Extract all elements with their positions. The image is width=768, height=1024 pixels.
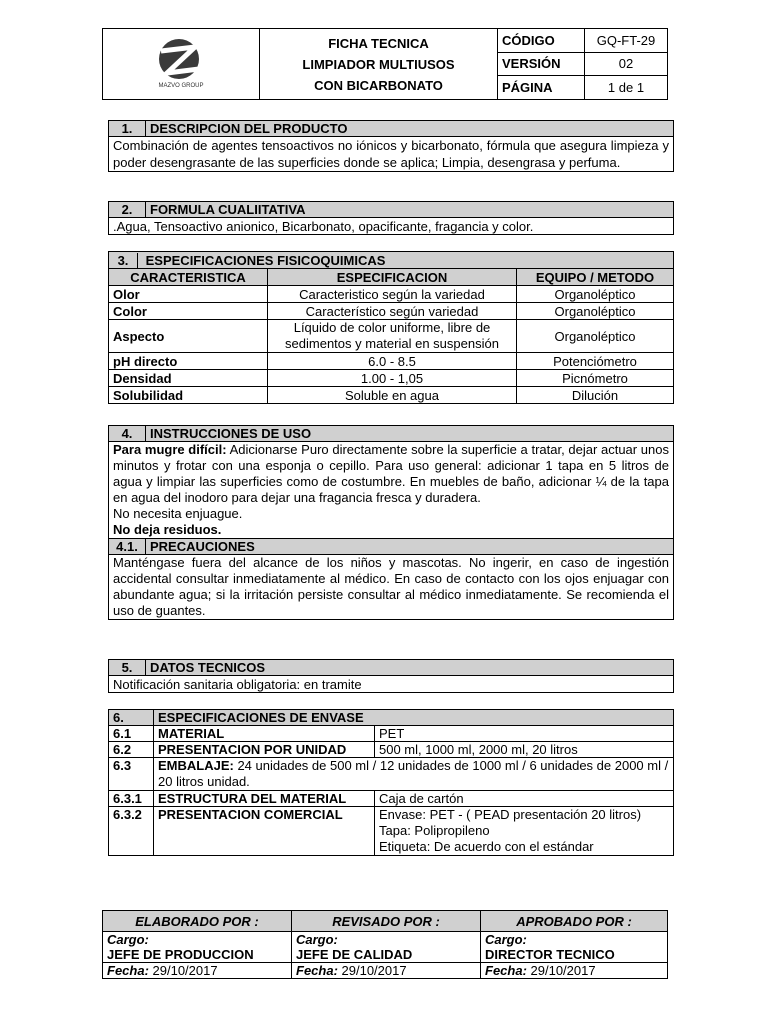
table-row xyxy=(109,286,674,303)
col-header-metodo: EQUIPO / METODO xyxy=(517,269,674,286)
metodo-cell: Organoléptico xyxy=(517,320,674,353)
title-line-2: LIMPIADOR MULTIUSOS xyxy=(302,56,455,72)
section-especificaciones xyxy=(108,251,674,404)
metodo-cell: Organoléptico xyxy=(517,303,674,320)
row-number: 6.1 xyxy=(109,726,154,742)
elaborado-header: ELABORADO POR : xyxy=(103,911,292,932)
caracteristica-cell: Solubilidad xyxy=(109,387,268,404)
row-value: Caja de cartón xyxy=(375,791,674,807)
title-line-1: FICHA TECNICA xyxy=(328,35,429,51)
logo-icon xyxy=(151,37,211,89)
pagina-value: 1 de 1 xyxy=(585,76,668,100)
col-header-especificacion: ESPECIFICACION xyxy=(268,269,517,286)
section-title-row xyxy=(109,252,674,269)
cargo-value: JEFE DE PRODUCCION xyxy=(107,947,254,962)
section-formula xyxy=(108,201,674,235)
row-value xyxy=(375,807,674,856)
cargo-label: Cargo: xyxy=(296,932,338,947)
fecha-value: 29/10/2017 xyxy=(526,963,596,978)
tapa-line: Tapa: Polipropileno xyxy=(379,823,490,838)
aprobado-header: APROBADO POR : xyxy=(481,911,668,932)
section-number: 5. xyxy=(109,660,146,676)
fecha-cell-3 xyxy=(481,963,668,979)
row-number: 6.3.2 xyxy=(109,807,154,856)
section-number: 2. xyxy=(109,202,146,218)
logo xyxy=(103,29,260,100)
section-number: 1. xyxy=(109,121,146,137)
especificacion-cell: Característico según variedad xyxy=(268,303,517,320)
subsection-title: PRECAUCIONES xyxy=(146,539,674,555)
logo-text: MAZVO GROUP xyxy=(158,82,204,89)
table-row xyxy=(109,370,674,387)
row-label: MATERIAL xyxy=(154,726,375,742)
codigo-label: CÓDIGO xyxy=(498,29,585,53)
caracteristica-cell: pH directo xyxy=(109,353,268,370)
section-title: DATOS TECNICOS xyxy=(146,660,674,676)
metodo-cell: Potenciómetro xyxy=(517,353,674,370)
signature-table xyxy=(102,910,668,979)
instruction-lead: Para mugre difícil: xyxy=(113,442,227,457)
version-value: 02 xyxy=(585,52,668,76)
section-title: DESCRIPCION DEL PRODUCTO xyxy=(146,121,674,137)
especificacion-cell: Soluble en agua xyxy=(268,387,517,404)
instruction-body: Adicionarse Puro directamente sobre la superficie a tratar, dejar actuar unos minutos y frotar con una esponja o cepillo. Para uso general: adicionar 1 tapa en 5 litros de agua y limpiar las superficies como de costumbre. En muebles de baño, adicionar ¼ de la tapa en agua del inodoro para dejar una fragancia fresca y duradera. xyxy=(113,442,669,505)
especificacion-cell: 6.0 - 8.5 xyxy=(268,353,517,370)
fecha-cell-2 xyxy=(292,963,481,979)
envase-line: Envase: PET - ( PEAD presentación 20 litros) xyxy=(379,807,642,822)
cargo-label: Cargo: xyxy=(107,932,149,947)
table-row xyxy=(109,353,674,370)
row-value: PET xyxy=(375,726,674,742)
table-row xyxy=(109,758,674,791)
section-text xyxy=(109,442,674,539)
metodo-cell: Picnómetro xyxy=(517,370,674,387)
especificacion-cell: Líquido de color uniforme, libre de sedimentos y material en suspensión xyxy=(268,320,517,353)
row-number: 6.3 xyxy=(109,758,154,791)
codigo-value: GQ-FT-29 xyxy=(585,29,668,53)
section-title: FORMULA CUALIITATIVA xyxy=(146,202,674,218)
section-number: 6. xyxy=(109,710,154,726)
section-text: Combinación de agentes tensoactivos no iónicos y bicarbonato, fórmula que asegura limpieza y poder desengrasante de las superficies donde se aplica; Limpia, desengrasa y perfuma. xyxy=(109,137,674,172)
metodo-cell: Organoléptico xyxy=(517,286,674,303)
pagina-label: PÁGINA xyxy=(498,76,585,100)
table-row xyxy=(109,791,674,807)
caracteristica-cell: Color xyxy=(109,303,268,320)
table-row xyxy=(109,742,674,758)
row-label: ESTRUCTURA DEL MATERIAL xyxy=(154,791,375,807)
cargo-cell-3 xyxy=(481,932,668,963)
fecha-label: Fecha: xyxy=(107,963,149,978)
section-text: .Agua, Tensoactivo anionico, Bicarbonato, opacificante, fragancia y color. xyxy=(109,218,674,235)
section-title: INSTRUCCIONES DE USO xyxy=(146,426,674,442)
section-datos-tecnicos xyxy=(108,659,674,693)
row-label: EMBALAJE: xyxy=(158,758,234,773)
fecha-value: 29/10/2017 xyxy=(337,963,407,978)
fecha-value: 29/10/2017 xyxy=(148,963,218,978)
section-title: ESPECIFICACIONES DE ENVASE xyxy=(154,710,674,726)
table-row xyxy=(109,320,674,353)
section-title: ESPECIFICACIONES FISICOQUIMICAS xyxy=(145,252,386,268)
table-row xyxy=(109,387,674,404)
metodo-cell: Dilución xyxy=(517,387,674,404)
section-envase xyxy=(108,709,674,856)
version-label: VERSIÓN xyxy=(498,52,585,76)
section-number: 4. xyxy=(109,426,146,442)
row-label: PRESENTACION POR UNIDAD xyxy=(154,742,375,758)
section-descripcion xyxy=(108,120,674,172)
row-label: PRESENTACION COMERCIAL xyxy=(154,807,375,856)
cargo-label: Cargo: xyxy=(485,932,527,947)
cargo-value: DIRECTOR TECNICO xyxy=(485,947,615,962)
especificacion-cell: 1.00 - 1,05 xyxy=(268,370,517,387)
section-instrucciones xyxy=(108,425,674,620)
instruction-note-bold: No deja residuos. xyxy=(113,522,222,537)
section-text: Notificación sanitaria obligatoria: en tramite xyxy=(109,676,674,693)
document-title xyxy=(260,29,498,100)
fecha-label: Fecha: xyxy=(296,963,338,978)
especificacion-cell: Caracteristico según la variedad xyxy=(268,286,517,303)
header-table xyxy=(102,28,668,100)
col-header-caracteristica: CARACTERISTICA xyxy=(109,269,268,286)
title-line-3: CON BICARBONATO xyxy=(314,77,443,93)
precautions-text: Manténgase fuera del alcance de los niños y mascotas. No ingerir, en caso de ingestión accidental consultar inmediatamente al médico. En caso de contacto con los ojos enjuagar con abundante agua; si la irritación persiste consultar al médico inmediatamente. Se recomienda el uso de guantes. xyxy=(109,555,674,620)
row-number: 6.3.1 xyxy=(109,791,154,807)
row-value: 500 ml, 1000 ml, 2000 ml, 20 litros xyxy=(375,742,674,758)
cargo-value: JEFE DE CALIDAD xyxy=(296,947,413,962)
table-row xyxy=(109,726,674,742)
row-embalaje xyxy=(154,758,674,791)
cargo-cell-1 xyxy=(103,932,292,963)
section-number: 3. xyxy=(109,253,138,268)
fecha-label: Fecha: xyxy=(485,963,527,978)
caracteristica-cell: Densidad xyxy=(109,370,268,387)
instruction-note: No necesita enjuague. xyxy=(113,506,243,521)
caracteristica-cell: Olor xyxy=(109,286,268,303)
etiqueta-line: Etiqueta: De acuerdo con el estándar xyxy=(379,839,594,854)
cargo-cell-2 xyxy=(292,932,481,963)
subsection-number: 4.1. xyxy=(109,539,146,555)
caracteristica-cell: Aspecto xyxy=(109,320,268,353)
row-value: 24 unidades de 500 ml / 12 unidades de 1000 ml / 6 unidades de 2000 ml / 20 litros unidad. xyxy=(158,758,669,789)
table-row xyxy=(109,807,674,856)
row-number: 6.2 xyxy=(109,742,154,758)
revisado-header: REVISADO POR : xyxy=(292,911,481,932)
table-row xyxy=(109,303,674,320)
fecha-cell-1 xyxy=(103,963,292,979)
